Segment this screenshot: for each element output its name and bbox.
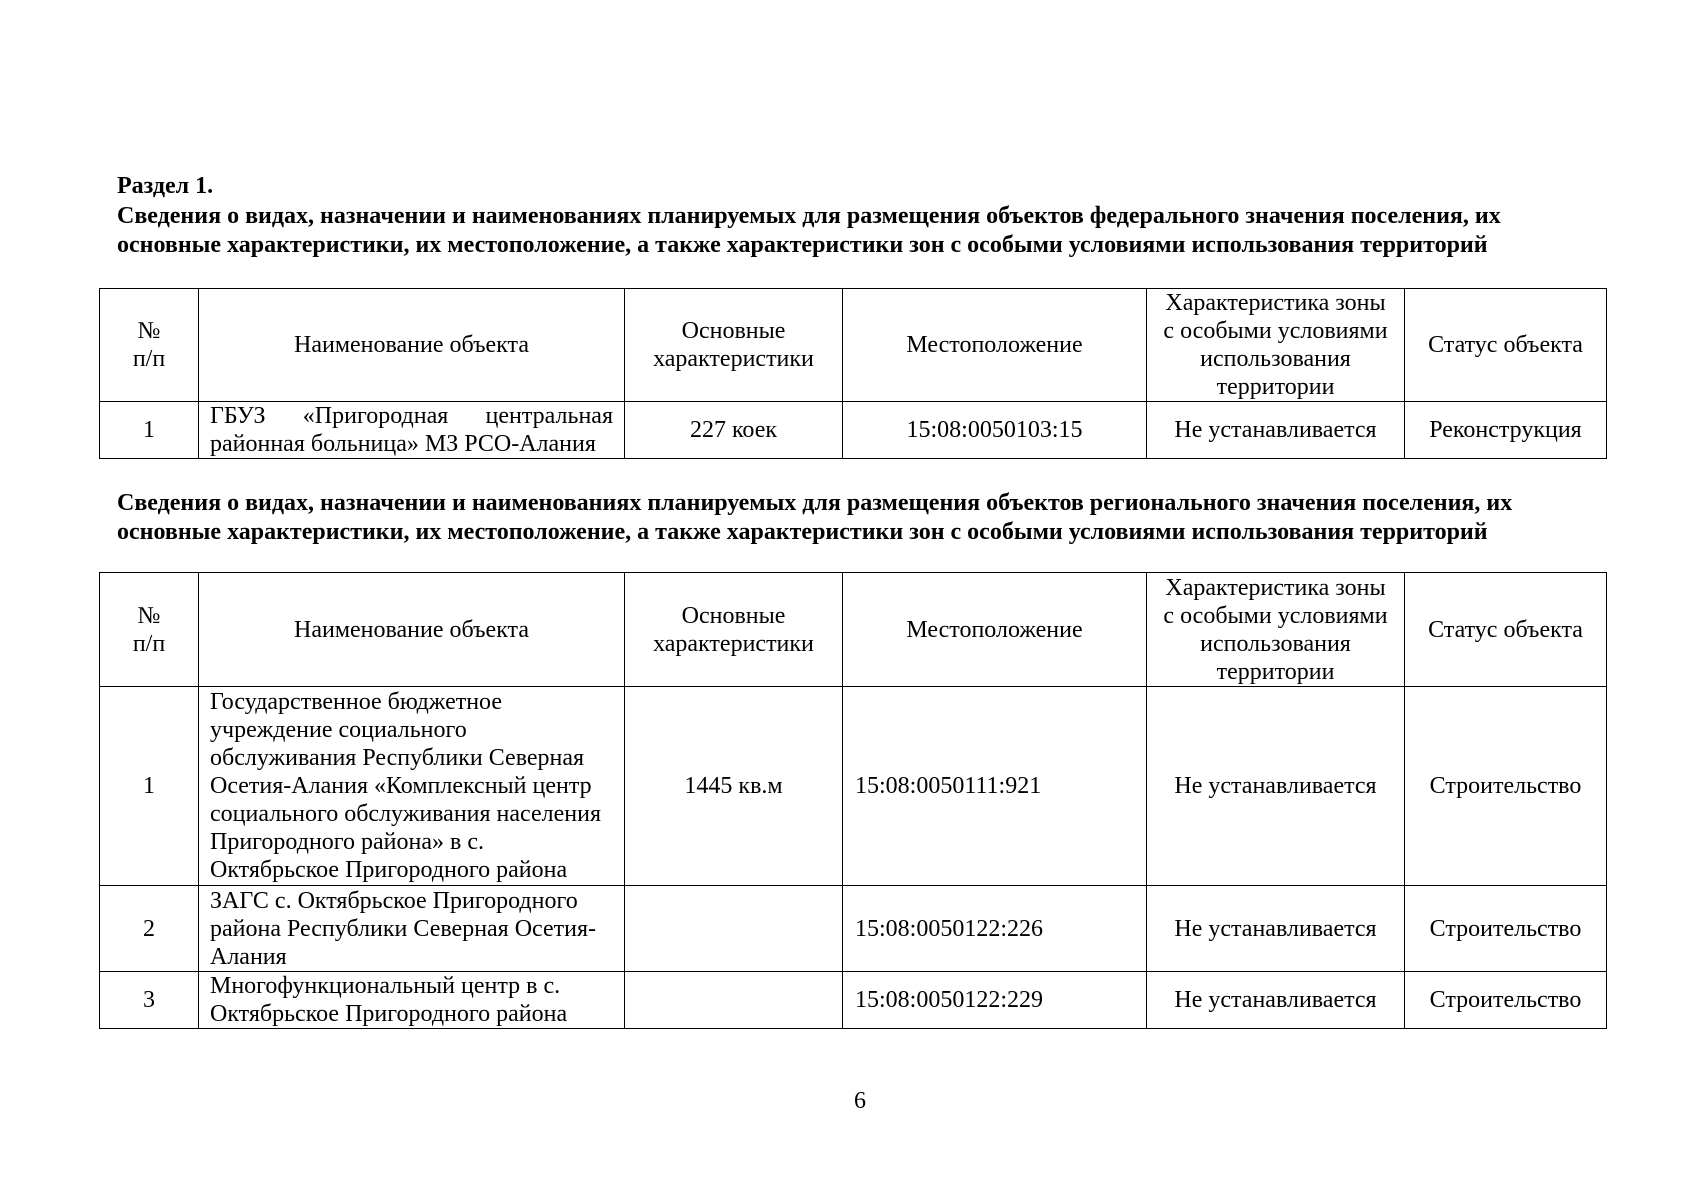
column-header-line: Характеристика зоны <box>1165 290 1386 316</box>
object-name-line: Октябрьское Пригородного района <box>210 857 568 883</box>
table-header-row <box>100 289 1607 402</box>
column-header-line: Местоположение <box>906 332 1083 358</box>
column-header-characteristics <box>625 573 843 687</box>
row-number-cell: 3 <box>100 972 199 1029</box>
table-row <box>100 687 1607 886</box>
status-cell: Строительство <box>1405 972 1607 1029</box>
column-header-line: использования <box>1200 630 1351 657</box>
column-header-line: Статус объекта <box>1428 332 1583 358</box>
object-name-line: районная больница» МЗ РСО-Алания <box>210 431 596 457</box>
column-header-number <box>100 289 199 402</box>
heading-line: Сведения о видах, назначении и наименованиях планируемых для размещения объектов федерального значения поселения, их <box>117 203 1501 229</box>
column-header-line: использования <box>1200 346 1351 372</box>
column-header-characteristics <box>625 289 843 402</box>
column-header-line: территории <box>1216 658 1335 685</box>
column-header-name <box>199 573 625 687</box>
column-header-zone <box>1147 573 1405 687</box>
heading-line: основные характеристики, их местоположение, а также характеристики зон с особыми условиями использования территорий <box>117 231 1488 258</box>
column-header-line: Наименование объекта <box>294 616 529 643</box>
column-header-line: с особыми условиями <box>1163 318 1388 344</box>
column-header-line: Наименование объекта <box>294 332 529 358</box>
zone-cell: Не устанавливается <box>1147 687 1405 886</box>
page-number: 6 <box>854 1088 866 1114</box>
object-name-line: района Республики Северная Осетия- <box>210 915 597 942</box>
column-header-line: Местоположение <box>906 616 1083 643</box>
characteristics-cell: 227 коек <box>625 402 843 459</box>
object-name-line: Государственное бюджетное <box>210 689 502 715</box>
characteristics-cell <box>625 886 843 972</box>
object-name-cell <box>199 886 625 972</box>
characteristics-cell <box>625 972 843 1029</box>
column-header-location <box>843 289 1147 402</box>
location-cell: 15:08:0050122:229 <box>843 972 1147 1029</box>
characteristics-cell: 1445 кв.м <box>625 687 843 886</box>
column-header-zone <box>1147 289 1405 402</box>
object-name-line: Октябрьское Пригородного района <box>210 1001 568 1027</box>
federal-objects-table <box>99 288 1607 459</box>
object-name-line: обслуживания Республики Северная <box>210 745 585 771</box>
column-header-line: характеристики <box>653 346 814 372</box>
object-name-line: ГБУЗ «Пригородная центральная <box>210 403 613 429</box>
column-header-line: Основные <box>681 602 786 629</box>
location-cell: 15:08:0050103:15 <box>843 402 1147 459</box>
object-name-line: Алания <box>210 943 287 970</box>
object-name-line: Пригородного района» в с. <box>210 829 485 855</box>
column-header-line: с особыми условиями <box>1163 602 1388 629</box>
table-row <box>100 972 1607 1029</box>
object-name-line: ЗАГС с. Октябрьское Пригородного <box>210 887 578 914</box>
column-header-location <box>843 573 1147 687</box>
object-name-line: учреждение социального <box>210 717 467 743</box>
row-number-cell: 2 <box>100 886 199 972</box>
column-header-line: характеристики <box>653 630 814 657</box>
regional-objects-table <box>99 572 1607 1029</box>
status-cell: Реконструкция <box>1405 402 1607 459</box>
column-header-line: № <box>137 602 161 629</box>
zone-cell: Не устанавливается <box>1147 402 1405 459</box>
column-header-line: Статус объекта <box>1428 616 1583 643</box>
object-name-cell <box>199 972 625 1029</box>
table-header-row <box>100 573 1607 687</box>
column-header-line: Основные <box>681 318 786 344</box>
zone-cell: Не устанавливается <box>1147 886 1405 972</box>
column-header-number <box>100 573 199 687</box>
column-header-status <box>1405 289 1607 402</box>
column-header-line: территории <box>1216 374 1335 400</box>
location-cell: 15:08:0050111:921 <box>843 687 1147 886</box>
regional-heading <box>117 489 1605 546</box>
row-number-cell: 1 <box>100 687 199 886</box>
status-cell: Строительство <box>1405 687 1607 886</box>
column-header-name <box>199 289 625 402</box>
object-name-cell <box>199 402 625 459</box>
column-header-line: п/п <box>132 346 166 372</box>
row-number-cell: 1 <box>100 402 199 459</box>
zone-cell: Не устанавливается <box>1147 972 1405 1029</box>
location-cell: 15:08:0050122:226 <box>843 886 1147 972</box>
object-name-line: Осетия-Алания «Комплексный центр <box>210 773 592 799</box>
section-title: Раздел 1. <box>117 173 214 199</box>
column-header-line: п/п <box>132 630 166 657</box>
object-name-cell <box>199 687 625 886</box>
heading-line: основные характеристики, их местоположение, а также характеристики зон с особыми условиями использования территорий <box>117 518 1488 545</box>
table-row <box>100 886 1607 972</box>
object-name-line: социального обслуживания населения <box>210 801 602 827</box>
column-header-line: Характеристика зоны <box>1165 574 1386 601</box>
table-row <box>100 402 1607 459</box>
column-header-line: № <box>137 318 161 344</box>
object-name-line: Многофункциональный центр в с. <box>210 973 561 999</box>
federal-heading <box>117 202 1605 259</box>
heading-line: Сведения о видах, назначении и наименованиях планируемых для размещения объектов регионального значения поселения, их <box>117 490 1513 516</box>
column-header-status <box>1405 573 1607 687</box>
status-cell: Строительство <box>1405 886 1607 972</box>
